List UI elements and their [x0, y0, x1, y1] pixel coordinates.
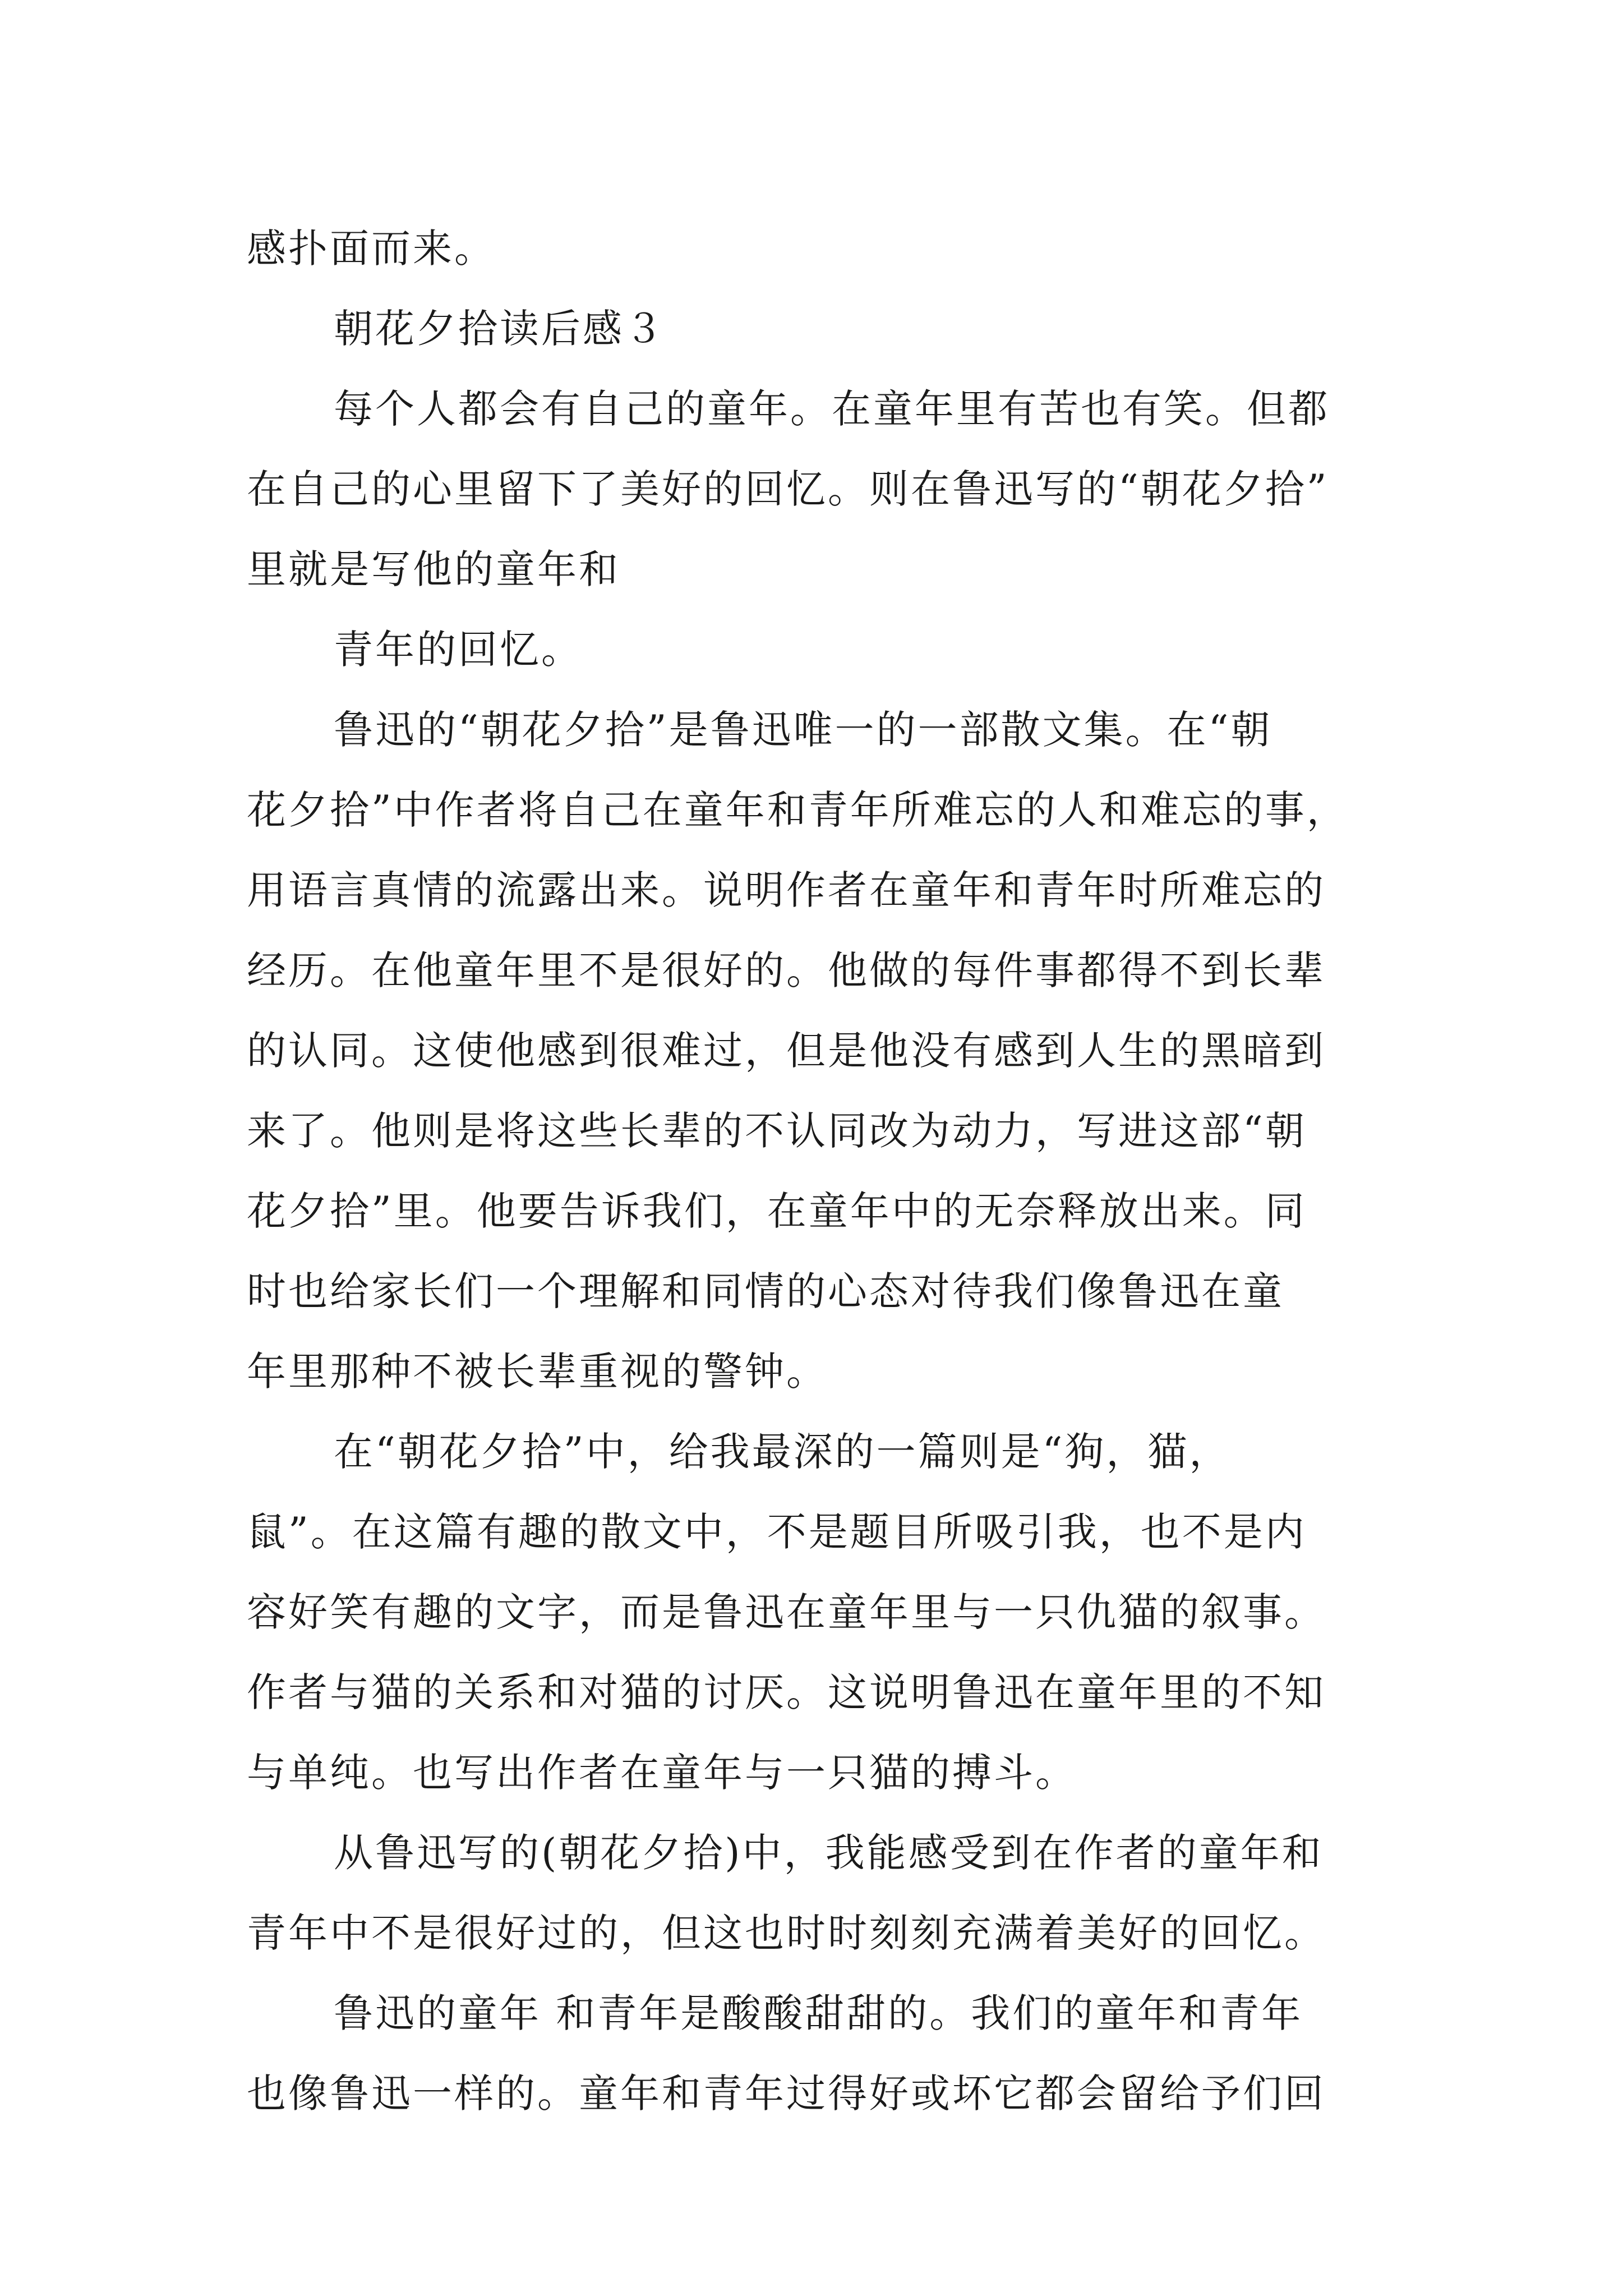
text-line: 与单纯。也写出作者在童年与一只猫的搏斗。 [247, 1750, 1077, 1796]
text-line: 用语言真情的流露出来。说明作者在童年和青年时所难忘的 [247, 867, 1326, 913]
text-line: 鼠”。在这篇有趣的散文中，不是题目所吸引我，也不是内 [247, 1509, 1307, 1555]
text-line: 青年中不是很好过的，但这也时时刻刻充满着美好的回忆。 [247, 1910, 1326, 1956]
text-line: 花夕拾”里。他要告诉我们，在童年中的无奈释放出来。同 [247, 1188, 1307, 1234]
text-line: 作者与猫的关系和对猫的讨厌。这说明鲁迅在童年里的不知 [247, 1669, 1326, 1715]
text-line: 每个人都会有自己的童年。在童年里有苦也有笑。但都 [334, 386, 1330, 432]
section-heading: 朝花夕拾读后感３ [334, 306, 666, 352]
text-line: 鲁迅的“朝花夕拾”是鲁迅唯一的一部散文集。在“朝 [334, 707, 1272, 753]
text-line: 里就是写他的童年和 [247, 546, 620, 592]
text-line: 在自己的心里留下了美好的回忆。则在鲁迅写的“朝花夕拾” [247, 466, 1329, 512]
text-line: 鲁迅的童年 和青年是酸酸甜甜的。我们的童年和青年 [334, 1990, 1303, 2036]
text-line: 年里那种不被长辈重视的警钟。 [247, 1349, 828, 1395]
text-line: 感扑面而来。 [247, 226, 496, 272]
text-line: 青年的回忆。 [334, 627, 583, 673]
text-line: 在“朝花夕拾”中，给我最深的一篇则是“狗，猫， [334, 1429, 1231, 1475]
text-line: 时也给家长们一个理解和同情的心态对待我们像鲁迅在童 [247, 1268, 1284, 1314]
text-line: 花夕拾”中作者将自己在童年和青年所难忘的人和难忘的事， [247, 787, 1348, 833]
document-body [247, 209, 1368, 2134]
text-line: 也像鲁迅一样的。童年和青年过得好或坏它都会留给予们回 [247, 2070, 1326, 2116]
text-line: 从鲁迅写的(朝花夕拾)中，我能感受到在作者的童年和 [334, 1830, 1324, 1876]
text-line: 经历。在他童年里不是很好的。他做的每件事都得不到长辈 [247, 947, 1326, 993]
text-line: 来了。他则是将这些长辈的不认同改为动力，写进这部“朝 [247, 1108, 1307, 1154]
text-line: 容好笑有趣的文字，而是鲁迅在童年里与一只仇猫的叙事。 [247, 1589, 1326, 1635]
text-line: 的认同。这使他感到很难过，但是他没有感到人生的黑暗到 [247, 1028, 1326, 1074]
